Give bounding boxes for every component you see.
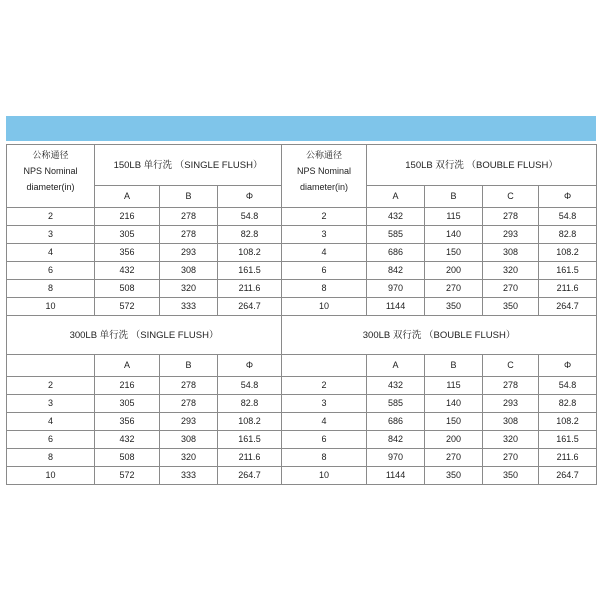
double-c-cell: 350 <box>483 298 539 316</box>
double-c-cell: 308 <box>483 413 539 431</box>
col-header-phi: Φ <box>539 186 597 208</box>
single-phi-cell: 161.5 <box>218 431 282 449</box>
single-phi-cell: 82.8 <box>218 395 282 413</box>
col-header-b: B <box>160 355 218 377</box>
nps-cell: 2 <box>7 377 95 395</box>
section-300lb <box>7 377 597 485</box>
double-phi-cell: 82.8 <box>539 395 597 413</box>
nps-header-unit: diameter(in) <box>300 182 349 192</box>
single-b-cell: 320 <box>160 280 218 298</box>
nps-cell: 6 <box>282 431 367 449</box>
double-a-cell: 1144 <box>367 467 425 485</box>
double-a-cell: 1144 <box>367 298 425 316</box>
table-row <box>7 449 597 467</box>
single-b-cell: 278 <box>160 395 218 413</box>
col-header-b: B <box>425 186 483 208</box>
single-phi-cell: 108.2 <box>218 413 282 431</box>
single-b-cell: 278 <box>160 226 218 244</box>
single-a-cell: 305 <box>95 226 160 244</box>
col-header-a: A <box>95 355 160 377</box>
header-row-300-cols <box>7 355 597 377</box>
nps-cell: 8 <box>282 449 367 467</box>
double-b-cell: 270 <box>425 280 483 298</box>
nps-cell: 2 <box>282 208 367 226</box>
nps-cell: 10 <box>282 467 367 485</box>
double-a-cell: 842 <box>367 262 425 280</box>
double-c-cell: 320 <box>483 262 539 280</box>
table-row <box>7 280 597 298</box>
table-row <box>7 298 597 316</box>
table-row <box>7 262 597 280</box>
double-a-cell: 432 <box>367 208 425 226</box>
double-phi-cell: 264.7 <box>539 298 597 316</box>
single-b-cell: 320 <box>160 449 218 467</box>
nps-cell: 4 <box>7 413 95 431</box>
single-a-cell: 356 <box>95 413 160 431</box>
double-a-cell: 842 <box>367 431 425 449</box>
col-header-c: C <box>483 355 539 377</box>
group-150-double: 150LB 双行洗 （BOUBLE FLUSH） <box>367 145 597 186</box>
single-b-cell: 278 <box>160 377 218 395</box>
single-phi-cell: 264.7 <box>218 467 282 485</box>
nps-cell: 3 <box>282 395 367 413</box>
col-header-phi: Φ <box>539 355 597 377</box>
nps-cell: 8 <box>7 449 95 467</box>
double-phi-cell: 161.5 <box>539 431 597 449</box>
double-b-cell: 270 <box>425 449 483 467</box>
single-a-cell: 356 <box>95 244 160 262</box>
single-b-cell: 308 <box>160 431 218 449</box>
nps-header-en: NPS Nominal <box>297 166 352 176</box>
single-phi-cell: 264.7 <box>218 298 282 316</box>
section-150lb <box>7 208 597 316</box>
nps-header <box>282 145 367 208</box>
single-phi-cell: 211.6 <box>218 449 282 467</box>
single-b-cell: 333 <box>160 298 218 316</box>
double-a-cell: 970 <box>367 280 425 298</box>
double-phi-cell: 211.6 <box>539 280 597 298</box>
double-c-cell: 293 <box>483 226 539 244</box>
header-row-300-groups <box>7 316 597 355</box>
table-row <box>7 413 597 431</box>
double-a-cell: 432 <box>367 377 425 395</box>
single-a-cell: 572 <box>95 467 160 485</box>
table-row <box>7 244 597 262</box>
double-b-cell: 150 <box>425 413 483 431</box>
table-row <box>7 208 597 226</box>
double-c-cell: 320 <box>483 431 539 449</box>
double-c-cell: 350 <box>483 467 539 485</box>
nps-cell: 2 <box>282 377 367 395</box>
single-phi-cell: 161.5 <box>218 262 282 280</box>
single-phi-cell: 54.8 <box>218 208 282 226</box>
double-phi-cell: 108.2 <box>539 413 597 431</box>
table-row <box>7 377 597 395</box>
col-header-b: B <box>425 355 483 377</box>
double-b-cell: 350 <box>425 467 483 485</box>
double-phi-cell: 264.7 <box>539 467 597 485</box>
single-b-cell: 293 <box>160 244 218 262</box>
col-header-a: A <box>367 186 425 208</box>
double-c-cell: 278 <box>483 208 539 226</box>
nps-header-blank <box>7 355 95 377</box>
single-phi-cell: 82.8 <box>218 226 282 244</box>
single-phi-cell: 211.6 <box>218 280 282 298</box>
double-a-cell: 686 <box>367 413 425 431</box>
table-row <box>7 395 597 413</box>
single-a-cell: 508 <box>95 449 160 467</box>
double-a-cell: 686 <box>367 244 425 262</box>
nps-header <box>7 145 95 208</box>
nps-cell: 3 <box>282 226 367 244</box>
double-phi-cell: 161.5 <box>539 262 597 280</box>
nps-cell: 8 <box>282 280 367 298</box>
double-phi-cell: 54.8 <box>539 377 597 395</box>
table-row <box>7 431 597 449</box>
double-phi-cell: 211.6 <box>539 449 597 467</box>
col-header-phi: Φ <box>218 355 282 377</box>
single-b-cell: 308 <box>160 262 218 280</box>
single-a-cell: 508 <box>95 280 160 298</box>
nps-cell: 6 <box>282 262 367 280</box>
single-b-cell: 278 <box>160 208 218 226</box>
single-phi-cell: 108.2 <box>218 244 282 262</box>
nps-cell: 6 <box>7 431 95 449</box>
single-b-cell: 293 <box>160 413 218 431</box>
single-phi-cell: 54.8 <box>218 377 282 395</box>
nps-cell: 3 <box>7 395 95 413</box>
nps-cell: 10 <box>282 298 367 316</box>
nps-cell: 10 <box>7 467 95 485</box>
flush-dimension-table <box>6 144 597 485</box>
nps-cell: 10 <box>7 298 95 316</box>
nps-header-en: NPS Nominal <box>23 166 78 176</box>
single-a-cell: 572 <box>95 298 160 316</box>
col-header-c: C <box>483 186 539 208</box>
double-a-cell: 585 <box>367 395 425 413</box>
single-a-cell: 305 <box>95 395 160 413</box>
double-b-cell: 115 <box>425 208 483 226</box>
double-a-cell: 970 <box>367 449 425 467</box>
double-c-cell: 278 <box>483 377 539 395</box>
nps-header-cn: 公称通径 <box>32 150 69 160</box>
header-row-150-groups <box>7 145 597 186</box>
nps-cell: 4 <box>282 244 367 262</box>
double-c-cell: 293 <box>483 395 539 413</box>
header-banner <box>6 116 596 141</box>
table-row <box>7 226 597 244</box>
nps-cell: 4 <box>7 244 95 262</box>
nps-header-unit: diameter(in) <box>26 182 75 192</box>
col-header-a: A <box>95 186 160 208</box>
double-phi-cell: 108.2 <box>539 244 597 262</box>
group-150-single: 150LB 单行洗 （SINGLE FLUSH） <box>95 145 282 186</box>
single-a-cell: 216 <box>95 208 160 226</box>
nps-header-cn: 公称通径 <box>306 150 343 160</box>
nps-cell: 6 <box>7 262 95 280</box>
double-phi-cell: 54.8 <box>539 208 597 226</box>
double-b-cell: 140 <box>425 226 483 244</box>
double-b-cell: 115 <box>425 377 483 395</box>
single-b-cell: 333 <box>160 467 218 485</box>
double-c-cell: 270 <box>483 280 539 298</box>
col-header-phi: Φ <box>218 186 282 208</box>
nps-cell: 4 <box>282 413 367 431</box>
double-c-cell: 270 <box>483 449 539 467</box>
double-c-cell: 308 <box>483 244 539 262</box>
single-a-cell: 432 <box>95 262 160 280</box>
nps-cell: 3 <box>7 226 95 244</box>
table-row <box>7 467 597 485</box>
group-300-single: 300LB 单行洗 （SINGLE FLUSH） <box>7 316 282 355</box>
double-b-cell: 200 <box>425 431 483 449</box>
col-header-b: B <box>160 186 218 208</box>
double-b-cell: 350 <box>425 298 483 316</box>
double-b-cell: 150 <box>425 244 483 262</box>
double-a-cell: 585 <box>367 226 425 244</box>
double-b-cell: 140 <box>425 395 483 413</box>
col-header-a: A <box>367 355 425 377</box>
group-300-double: 300LB 双行洗 （BOUBLE FLUSH） <box>282 316 597 355</box>
nps-header-blank <box>282 355 367 377</box>
double-b-cell: 200 <box>425 262 483 280</box>
nps-cell: 8 <box>7 280 95 298</box>
nps-cell: 2 <box>7 208 95 226</box>
double-phi-cell: 82.8 <box>539 226 597 244</box>
single-a-cell: 216 <box>95 377 160 395</box>
single-a-cell: 432 <box>95 431 160 449</box>
